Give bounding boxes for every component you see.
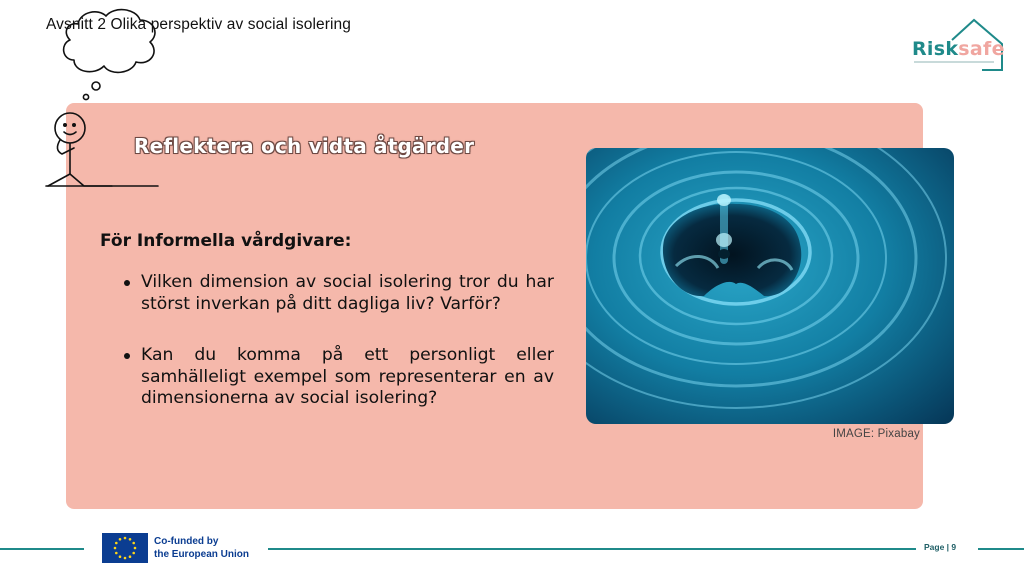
- thinking-figure-icon: [40, 4, 170, 194]
- eu-line-1: Co-funded by: [154, 536, 219, 547]
- footer-line-left: [0, 548, 84, 550]
- footer-line-middle: [268, 548, 916, 550]
- footer-line-right: [978, 548, 1024, 550]
- logo-risk: Risk: [912, 38, 959, 60]
- caregivers-heading: För Informella vårdgivare:: [100, 231, 352, 251]
- water-drop-photo: [586, 148, 954, 424]
- panel-heading: Reflektera och vidta åtgärder: [134, 134, 475, 158]
- water-drop-image: [586, 148, 954, 424]
- logo-tagline: [914, 61, 994, 63]
- question-item: Vilken dimension av social isolering tror du har störst inverkan på ditt dagliga liv? Varför?: [122, 272, 554, 315]
- eu-line-2: the European Union: [154, 549, 249, 560]
- question-item: Kan du komma på ett personligt eller samhälleligt exempel som representerar en av dimensionerna av social isolering?: [122, 345, 554, 410]
- eu-flag-icon: [102, 533, 148, 563]
- logo-safe: safe: [958, 38, 1005, 60]
- eu-stars-icon: [102, 533, 148, 563]
- logo-wordmark: [912, 38, 1005, 60]
- risksafe-logo: [906, 18, 1006, 72]
- question-list: [122, 272, 554, 410]
- section-title: Avsnitt 2 Olika perspektiv av social isolering: [46, 16, 351, 33]
- page-number: Page | 9: [924, 542, 957, 552]
- image-credit: IMAGE: Pixabay: [832, 428, 920, 440]
- eu-funding-text: [154, 535, 249, 561]
